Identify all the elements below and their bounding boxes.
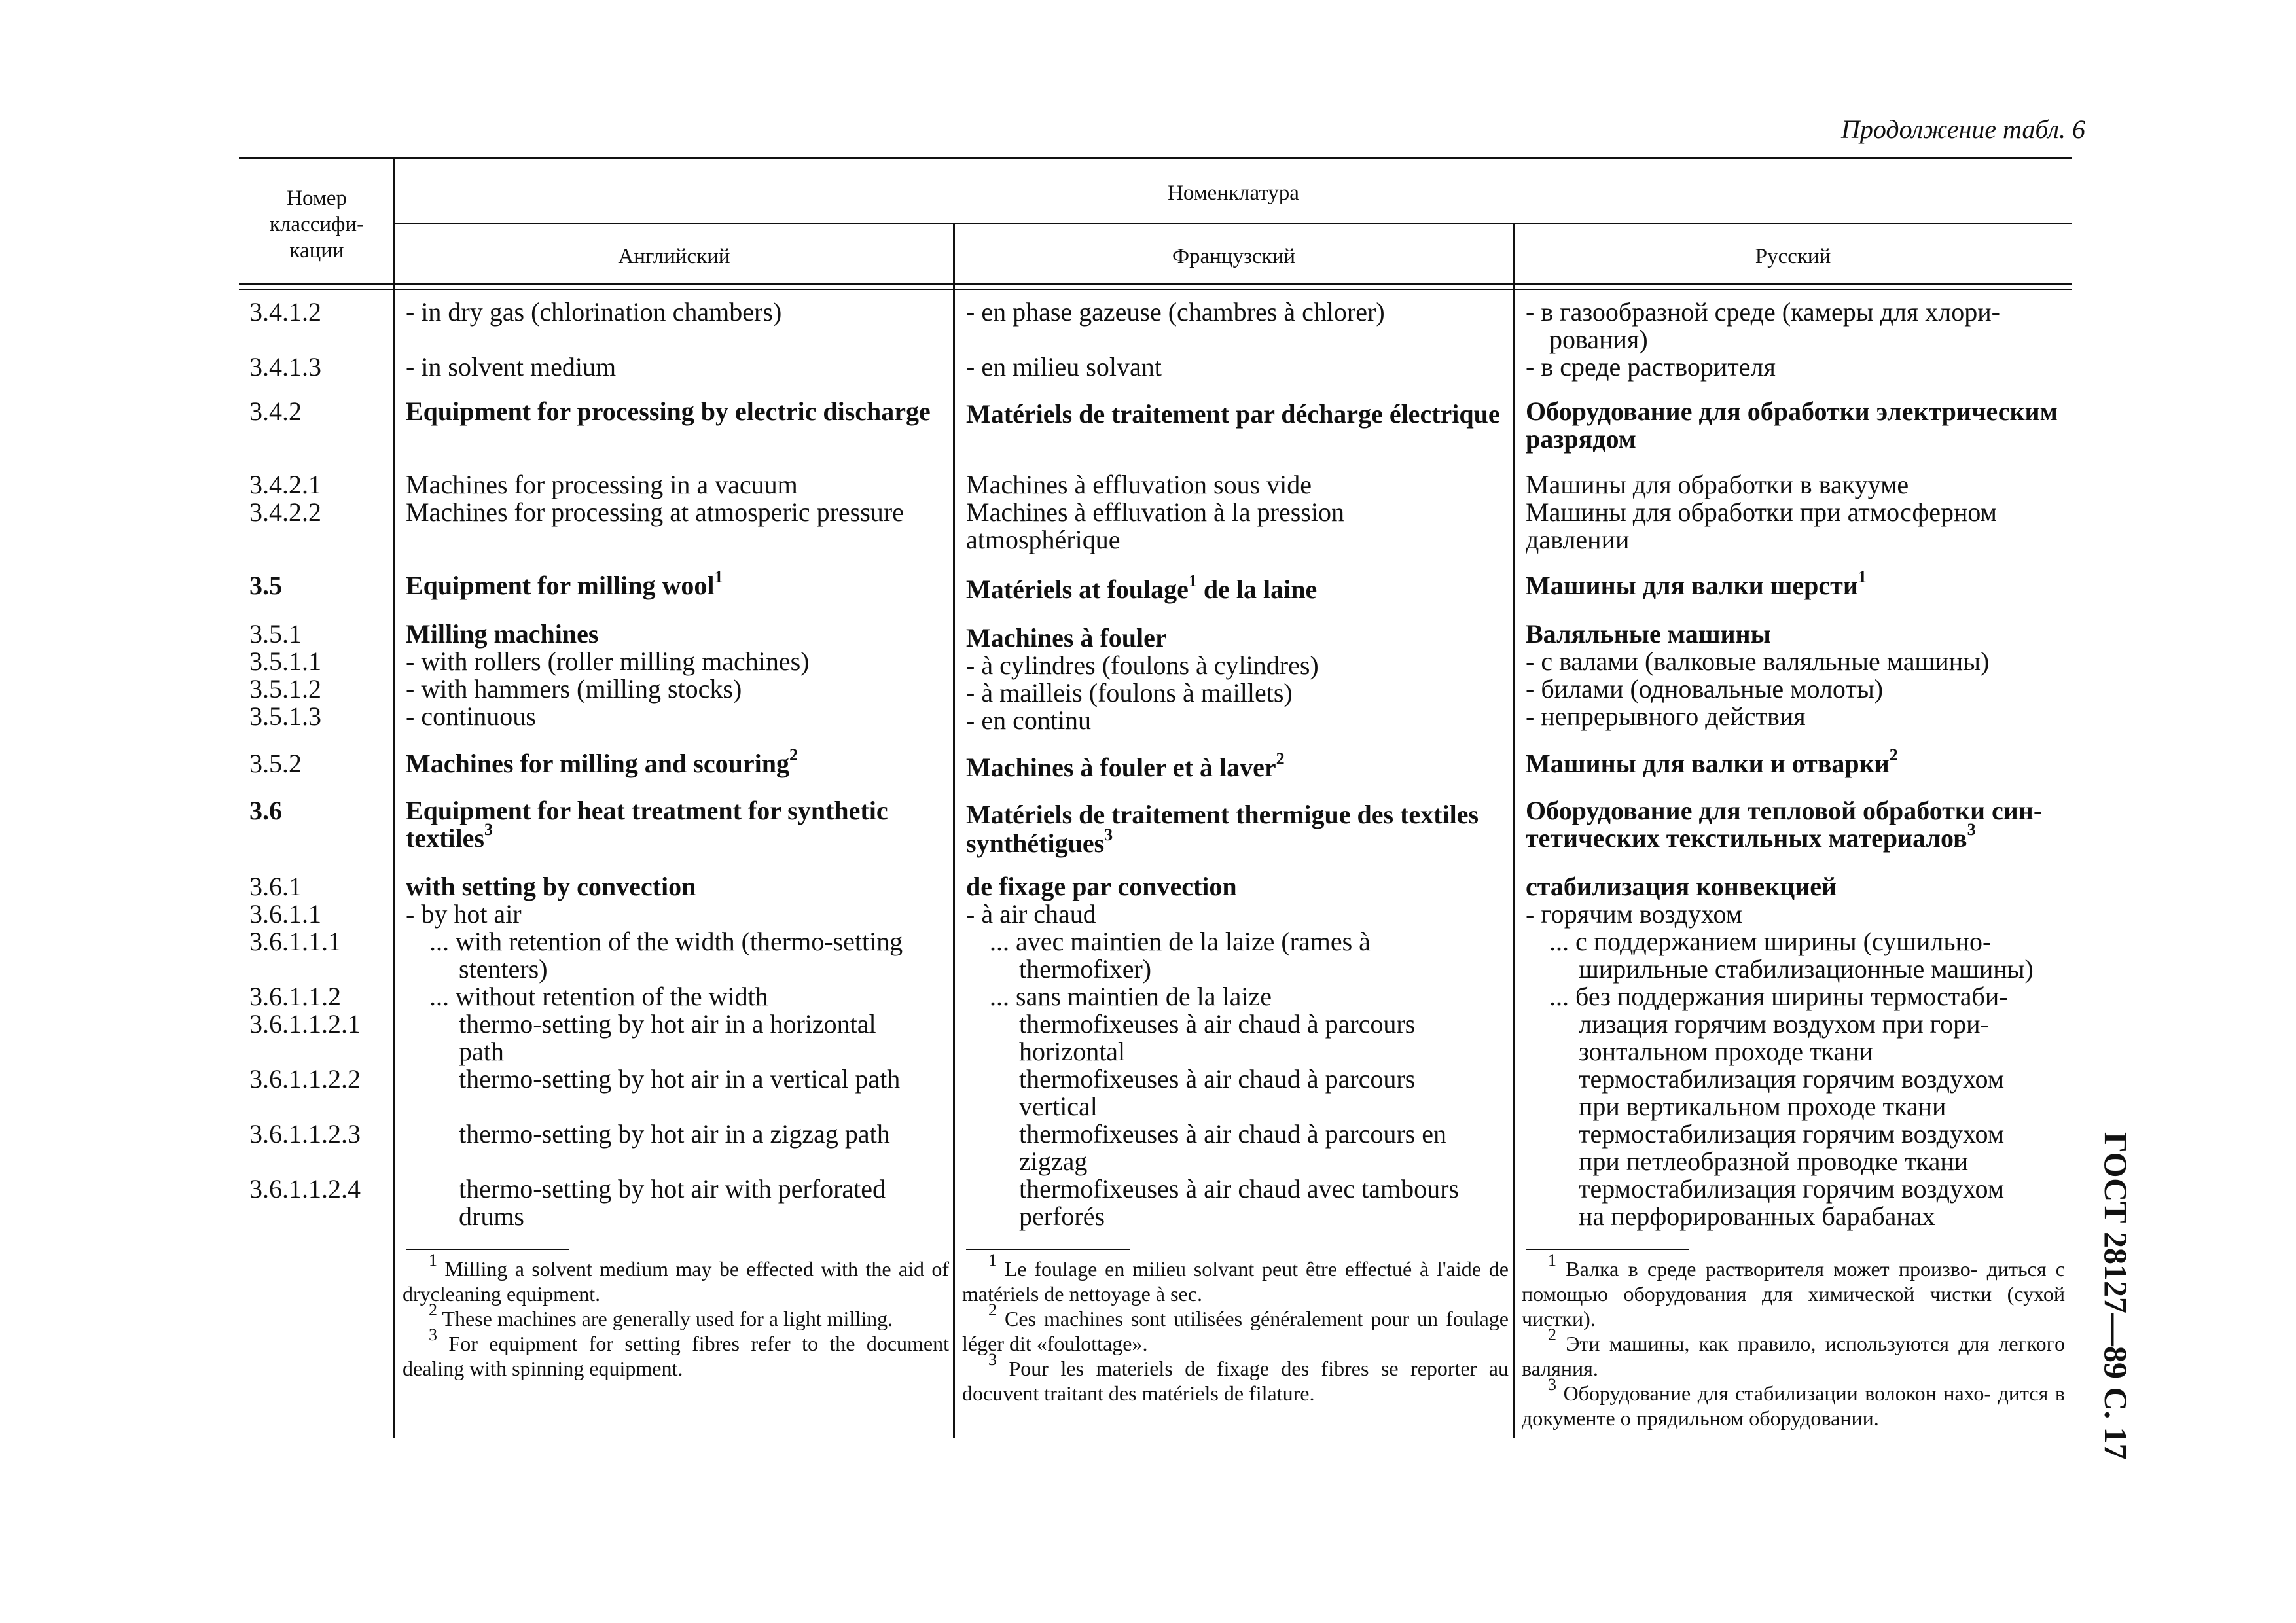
row-number: 3.5 bbox=[249, 571, 282, 600]
russian-term: - в среде растворителя bbox=[1526, 352, 1776, 382]
english-term: thermo-setting by hot air in a zigzag path bbox=[459, 1119, 890, 1149]
english-term: Milling machines bbox=[406, 619, 599, 649]
french-term: Machines à effluvation à la pression bbox=[966, 497, 1344, 527]
english-term: Equipment for milling wool$^1$ bbox=[406, 567, 723, 600]
footnotes-english bbox=[403, 1251, 950, 1381]
russian-term: Машины для обработки при атмосферном bbox=[1526, 497, 1997, 527]
header-number: Номер классифи- кации bbox=[269, 187, 365, 262]
table-top-rule bbox=[239, 157, 2072, 159]
french-term: - en continu bbox=[966, 705, 1092, 735]
row-number: 3.4.2 bbox=[249, 397, 302, 426]
russian-term: Машины для валки шерсти$^1$ bbox=[1526, 567, 1867, 600]
row-number: 3.6.1.1.2.1 bbox=[249, 1009, 361, 1039]
russian-term: ... с поддержанием ширины (сушильно- bbox=[1549, 927, 1992, 956]
footnote-rule-fr bbox=[966, 1249, 1130, 1250]
col-divider-1 bbox=[393, 157, 395, 1438]
french-term: - à mailleis (foulons à maillets) bbox=[966, 678, 1293, 707]
french-term: ... sans maintien de la laize bbox=[990, 982, 1272, 1011]
french-term: de fixage par convection bbox=[966, 872, 1237, 901]
french-term: - en milieu solvant bbox=[966, 352, 1162, 382]
french-term-cont: perforés bbox=[1019, 1202, 1105, 1231]
russian-term-cont: ширильные стабилизационные машины) bbox=[1579, 954, 2034, 984]
russian-term: - билами (одновальные молоты) bbox=[1526, 674, 1884, 704]
russian-term-cont: тетических текстильных материалов$^3$ bbox=[1526, 819, 1976, 853]
footnotes-french bbox=[962, 1251, 1509, 1406]
french-term-cont: synthétigues$^3$ bbox=[966, 825, 1113, 858]
english-term-cont: drums bbox=[459, 1202, 524, 1231]
english-term: Equipment for heat treatment for synthetic bbox=[406, 796, 888, 825]
header-bottom-rule-2 bbox=[239, 289, 2072, 290]
continuation-label: Продолжение табл. 6 bbox=[1840, 115, 2085, 144]
english-term-cont: stenters) bbox=[459, 954, 548, 984]
french-term: Matériels de traitement thermigue des textiles bbox=[966, 800, 1479, 829]
english-term: Equipment for processing by electric discharge bbox=[406, 397, 931, 426]
english-term: - in solvent medium bbox=[406, 352, 617, 382]
russian-term-cont: давлении bbox=[1526, 525, 1630, 554]
english-term: ... with retention of the width (thermo-setting bbox=[429, 927, 903, 956]
row-number: 3.5.1.1 bbox=[249, 647, 321, 676]
row-number: 3.6.1.1.2.2 bbox=[249, 1064, 361, 1094]
footnotes-russian bbox=[1522, 1251, 2066, 1431]
french-term: - en phase gazeuse (chambres à chlorer) bbox=[966, 297, 1385, 327]
english-term: - continuous bbox=[406, 702, 536, 731]
russian-term-cont: на перфорированных барабанах bbox=[1579, 1202, 1935, 1231]
russian-term: - горячим воздухом bbox=[1526, 899, 1743, 929]
russian-term-cont: зонтальном проходе ткани bbox=[1579, 1037, 1873, 1066]
row-number: 3.6.1.1 bbox=[249, 899, 321, 929]
english-term: - in dry gas (chlorination chambers) bbox=[406, 297, 782, 327]
french-term: thermofixeuses à air chaud à parcours bbox=[1019, 1064, 1416, 1094]
english-term: thermo-setting by hot air in a horizontal bbox=[459, 1009, 876, 1039]
french-term-cont: atmosphérique bbox=[966, 525, 1121, 554]
row-number: 3.5.2 bbox=[249, 749, 302, 778]
russian-term: Машины для обработки в вакууме bbox=[1526, 470, 1909, 499]
english-term: ... without retention of the width bbox=[429, 982, 768, 1011]
footnote: $^1$ Валка в среде растворителя может произво- диться с помощью оборудования для химической чистки (сухой чистки). bbox=[1522, 1251, 2066, 1330]
footnote: $^2$ Эти машины, как правило, используются для легкого валяния. bbox=[1522, 1325, 2066, 1380]
russian-term: ... без поддержания ширины термостаби- bbox=[1549, 982, 2008, 1011]
english-term: with setting by convection bbox=[406, 872, 696, 901]
russian-term: - с валами (валковые валяльные машины) bbox=[1526, 647, 1990, 676]
row-number: 3.4.2.1 bbox=[249, 470, 321, 499]
french-term: Machines à fouler bbox=[966, 623, 1167, 652]
english-term: thermo-setting by hot air in a vertical path bbox=[459, 1064, 901, 1094]
header-russian: Русский bbox=[1755, 245, 1831, 268]
russian-term: стабилизация конвекцией bbox=[1526, 872, 1837, 901]
footnote-rule-ru bbox=[1526, 1249, 1689, 1250]
russian-term: - в газообразной среде (камеры для хлори- bbox=[1526, 297, 2000, 327]
russian-term: термостабилизация горячим воздухом bbox=[1579, 1064, 2005, 1094]
footnote-rule-en bbox=[406, 1249, 569, 1250]
russian-term-cont: рования) bbox=[1549, 325, 1648, 354]
english-term: thermo-setting by hot air with perforated bbox=[459, 1174, 886, 1204]
footnote: $^2$ These machines are generally used for a light milling. bbox=[429, 1300, 893, 1330]
header-nomenclature: Номенклатура bbox=[1168, 181, 1299, 205]
english-term: - with rollers (roller milling machines) bbox=[406, 647, 810, 676]
row-number: 3.5.1.3 bbox=[249, 702, 321, 731]
russian-term: термостабилизация горячим воздухом bbox=[1579, 1174, 2005, 1204]
row-number: 3.5.1 bbox=[249, 619, 302, 649]
header-french: Французский bbox=[1172, 245, 1296, 268]
russian-term: лизация горячим воздухом при гори- bbox=[1579, 1009, 1989, 1039]
russian-term: Валяльные машины bbox=[1526, 619, 1771, 649]
row-number: 3.6.1.1.2.4 bbox=[249, 1174, 361, 1204]
french-term: thermofixeuses à air chaud à parcours bbox=[1019, 1009, 1416, 1039]
header-english: Английский bbox=[618, 245, 730, 268]
row-number: 3.6.1.1.2.3 bbox=[249, 1119, 361, 1149]
russian-term: Машины для валки и отварки$^2$ bbox=[1526, 745, 1898, 778]
russian-term: Оборудование для тепловой обработки син- bbox=[1526, 796, 2043, 825]
english-term-cont: textiles$^3$ bbox=[406, 819, 493, 853]
header-bottom-rule-1 bbox=[239, 283, 2072, 285]
col-divider-3 bbox=[1513, 223, 1515, 1438]
standard-page-label: ГОСТ 28127—89 С. 17 bbox=[2098, 1132, 2134, 1460]
english-term: Machines for processing at atmosperic pressure bbox=[406, 497, 904, 527]
row-number: 3.6 bbox=[249, 796, 282, 825]
header-mid-rule bbox=[394, 223, 2072, 224]
english-term: - with hammers (milling stocks) bbox=[406, 674, 742, 704]
footnote: $^2$ Ces machines sont utilisées généralement pour un foulage léger dit «foulottage». bbox=[962, 1300, 1509, 1355]
english-term: - by hot air bbox=[406, 899, 522, 929]
row-number: 3.6.1 bbox=[249, 872, 302, 901]
french-term: thermofixeuses à air chaud avec tambours bbox=[1019, 1174, 1459, 1204]
french-term: Matériels de traitement par décharge électrique bbox=[966, 399, 1500, 429]
french-term: Machines à fouler et à laver$^2$ bbox=[966, 749, 1285, 782]
french-term: Machines à effluvation sous vide bbox=[966, 470, 1312, 499]
footnote: $^3$ Pour les materiels de fixage des fibres se reporter au docuvent traitant des matériels de filature. bbox=[962, 1350, 1509, 1405]
russian-term: Оборудование для обработки электрическим bbox=[1526, 397, 2058, 426]
french-term: - à cylindres (foulons à cylindres) bbox=[966, 651, 1319, 680]
french-term-cont: horizontal bbox=[1019, 1037, 1126, 1066]
french-term: ... avec maintien de la laize (rames à bbox=[990, 927, 1371, 956]
english-term: Machines for milling and scouring$^2$ bbox=[406, 745, 798, 778]
row-number: 3.6.1.1.2 bbox=[249, 982, 341, 1011]
french-term-cont: vertical bbox=[1019, 1092, 1098, 1121]
row-number: 3.4.2.2 bbox=[249, 497, 321, 527]
footnote: $^1$ Le foulage en milieu solvant peut être effectué à l'aide de matériels de nettoyage à sec. bbox=[962, 1251, 1509, 1306]
footnote: $^3$ For equipment for setting fibres refer to the document dealing with spinning equipment. bbox=[403, 1325, 950, 1380]
row-number: 3.4.1.2 bbox=[249, 297, 321, 327]
french-term: - à air chaud bbox=[966, 899, 1096, 929]
russian-term-cont: при вертикальном проходе ткани bbox=[1579, 1092, 1946, 1121]
russian-term: - непрерывного действия bbox=[1526, 702, 1806, 731]
french-term: thermofixeuses à air chaud à parcours en bbox=[1019, 1119, 1447, 1149]
french-term-cont: zigzag bbox=[1019, 1147, 1088, 1176]
row-number: 3.4.1.3 bbox=[249, 352, 321, 382]
row-number: 3.6.1.1.1 bbox=[249, 927, 341, 956]
footnote: $^3$ Оборудование для стабилизации волокон нахо- дится в документе о прядильном оборудовании. bbox=[1522, 1375, 2066, 1430]
col-divider-2 bbox=[953, 223, 955, 1438]
russian-term-cont: при петлеобразной проводке ткани bbox=[1579, 1147, 1969, 1176]
row-number: 3.5.1.2 bbox=[249, 674, 321, 704]
english-term: Machines for processing in a vacuum bbox=[406, 470, 798, 499]
english-term-cont: path bbox=[459, 1037, 504, 1066]
footnote: $^1$ Milling a solvent medium may be effected with the aid of drycleaning equipment. bbox=[403, 1251, 950, 1306]
french-term-cont: thermofixer) bbox=[1019, 954, 1152, 984]
french-term: Matériels at foulage$^1$ de la laine bbox=[966, 571, 1318, 604]
russian-term-cont: разрядом bbox=[1526, 424, 1636, 454]
russian-term: термостабилизация горячим воздухом bbox=[1579, 1119, 2005, 1149]
